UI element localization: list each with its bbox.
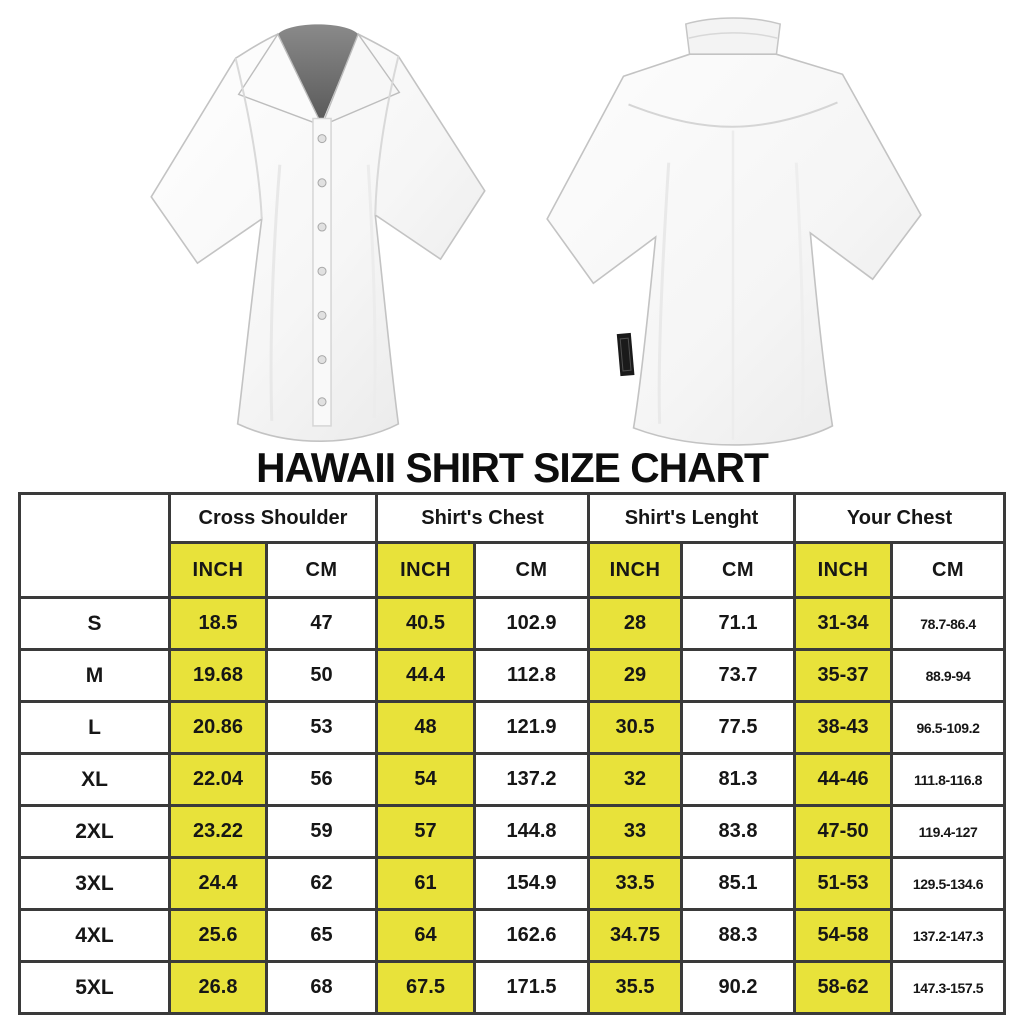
table-row [20, 910, 1005, 962]
value-cell: 81.3 [682, 754, 795, 806]
size-cell: M [20, 650, 170, 702]
value-cell: 121.9 [475, 702, 589, 754]
size-cell: L [20, 702, 170, 754]
value-cell: 162.6 [475, 910, 589, 962]
value-cell: 68 [267, 962, 377, 1014]
size-cell: XL [20, 754, 170, 806]
back-shirt-image [533, 12, 933, 456]
value-cell: 31-34 [795, 598, 892, 650]
shirt-tag [617, 333, 635, 376]
value-cell: 62 [267, 858, 377, 910]
value-cell: 119.4-127 [892, 806, 1005, 858]
value-cell: 47-50 [795, 806, 892, 858]
value-cell: 85.1 [682, 858, 795, 910]
unit-header: CM [892, 543, 1005, 598]
value-cell: 54 [377, 754, 475, 806]
column-group-header: Shirt's Lenght [589, 494, 795, 543]
value-cell: 102.9 [475, 598, 589, 650]
value-cell: 22.04 [170, 754, 267, 806]
value-cell: 137.2-147.3 [892, 910, 1005, 962]
value-cell: 23.22 [170, 806, 267, 858]
size-chart-body [20, 598, 1005, 1014]
value-cell: 61 [377, 858, 475, 910]
value-cell: 48 [377, 702, 475, 754]
value-cell: 147.3-157.5 [892, 962, 1005, 1014]
unit-header: INCH [795, 543, 892, 598]
value-cell: 71.1 [682, 598, 795, 650]
table-row [20, 754, 1005, 806]
value-cell: 65 [267, 910, 377, 962]
value-cell: 33.5 [589, 858, 682, 910]
page-title: HAWAII SHIRT SIZE CHART [256, 444, 768, 491]
value-cell: 44-46 [795, 754, 892, 806]
column-group-header: Your Chest [795, 494, 1005, 543]
value-cell: 67.5 [377, 962, 475, 1014]
value-cell: 96.5-109.2 [892, 702, 1005, 754]
unit-header: INCH [170, 543, 267, 598]
unit-header: CM [475, 543, 589, 598]
size-chart-header [20, 494, 1005, 598]
value-cell: 144.8 [475, 806, 589, 858]
value-cell: 38-43 [795, 702, 892, 754]
value-cell: 19.68 [170, 650, 267, 702]
value-cell: 53 [267, 702, 377, 754]
value-cell: 58-62 [795, 962, 892, 1014]
value-cell: 112.8 [475, 650, 589, 702]
table-row [20, 858, 1005, 910]
value-cell: 33 [589, 806, 682, 858]
value-cell: 88.3 [682, 910, 795, 962]
value-cell: 59 [267, 806, 377, 858]
value-cell: 57 [377, 806, 475, 858]
value-cell: 35.5 [589, 962, 682, 1014]
table-row [20, 962, 1005, 1014]
value-cell: 30.5 [589, 702, 682, 754]
value-cell: 24.4 [170, 858, 267, 910]
value-cell: 73.7 [682, 650, 795, 702]
value-cell: 137.2 [475, 754, 589, 806]
unit-header: CM [682, 543, 795, 598]
value-cell: 25.6 [170, 910, 267, 962]
value-cell: 154.9 [475, 858, 589, 910]
value-cell: 90.2 [682, 962, 795, 1014]
size-cell: 2XL [20, 806, 170, 858]
value-cell: 50 [267, 650, 377, 702]
table-row [20, 598, 1005, 650]
value-cell: 28 [589, 598, 682, 650]
unit-header: CM [267, 543, 377, 598]
value-cell: 20.86 [170, 702, 267, 754]
value-cell: 34.75 [589, 910, 682, 962]
value-cell: 129.5-134.6 [892, 858, 1005, 910]
value-cell: 111.8-116.8 [892, 754, 1005, 806]
table-row [20, 650, 1005, 702]
value-cell: 44.4 [377, 650, 475, 702]
value-cell: 18.5 [170, 598, 267, 650]
table-row [20, 702, 1005, 754]
value-cell: 40.5 [377, 598, 475, 650]
value-cell: 56 [267, 754, 377, 806]
value-cell: 64 [377, 910, 475, 962]
table-row [20, 806, 1005, 858]
front-shirt-image [128, 4, 508, 446]
column-group-header: Cross Shoulder [170, 494, 377, 543]
value-cell: 77.5 [682, 702, 795, 754]
value-cell: 54-58 [795, 910, 892, 962]
value-cell: 29 [589, 650, 682, 702]
column-group-header: Shirt's Chest [377, 494, 589, 543]
value-cell: 78.7-86.4 [892, 598, 1005, 650]
value-cell: 26.8 [170, 962, 267, 1014]
value-cell: 32 [589, 754, 682, 806]
value-cell: 51-53 [795, 858, 892, 910]
corner-cell [20, 494, 170, 598]
value-cell: 88.9-94 [892, 650, 1005, 702]
value-cell: 47 [267, 598, 377, 650]
unit-header: INCH [377, 543, 475, 598]
value-cell: 83.8 [682, 806, 795, 858]
value-cell: 35-37 [795, 650, 892, 702]
size-cell: 5XL [20, 962, 170, 1014]
size-cell: 4XL [20, 910, 170, 962]
size-cell: 3XL [20, 858, 170, 910]
size-cell: S [20, 598, 170, 650]
unit-header: INCH [589, 543, 682, 598]
value-cell: 171.5 [475, 962, 589, 1014]
size-chart-table [18, 492, 1006, 1015]
